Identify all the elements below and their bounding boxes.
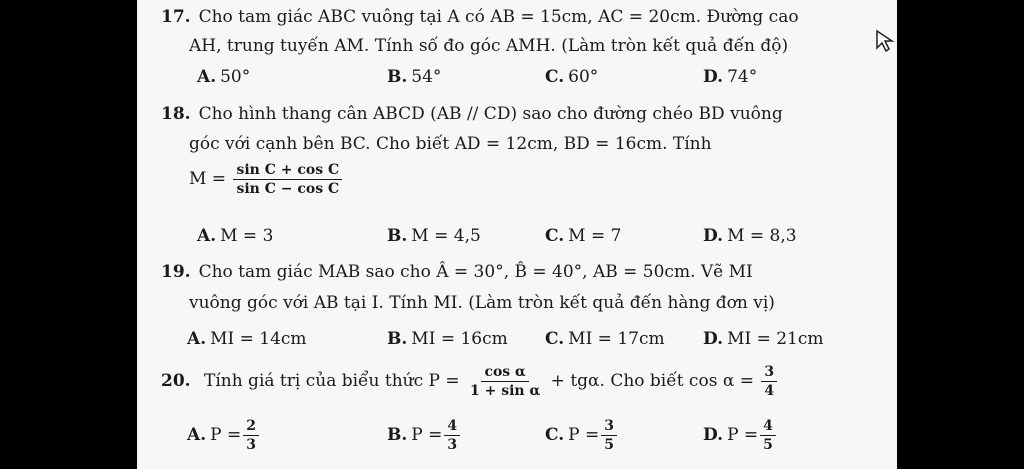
q18-option-d[interactable]: D. M = 8,3: [703, 226, 797, 246]
q20-option-b[interactable]: B. P = $\frac{4}{3}$: [387, 418, 462, 453]
q19-option-b[interactable]: B. MI = 16cm: [387, 329, 508, 349]
question-18-formula: M = $\frac{\text{sin C + cos C}}{\text{sin C − cos C}}$: [189, 162, 344, 197]
q17-option-a[interactable]: A. 50°: [197, 67, 251, 87]
question-17: 17. Cho tam giác ABC vuông tại A có AB = 15cm, AC = 20cm. Đường cao: [161, 7, 799, 27]
question-17-line2: AH, trung tuyến AM. Tính số đo góc AMH. (Làm tròn kết quả đến độ): [189, 36, 789, 56]
q19-option-a[interactable]: A. MI = 14cm: [187, 329, 307, 349]
q20-option-c[interactable]: C. P = $\frac{3}{5}$: [545, 418, 619, 453]
q17-option-d[interactable]: D. 74°: [703, 67, 758, 87]
worksheet-page: [137, 0, 897, 469]
q20-option-a[interactable]: A. P = $\frac{2}{3}$: [187, 418, 261, 453]
expression-fraction: $\frac{\text{cos α}}{\text{1 + sin α}}$: [470, 364, 541, 399]
question-18: 18. Cho hình thang cân ABCD (AB // CD) sao cho đường chéo BD vuông: [161, 104, 783, 124]
question-20: 20. Tính giá trị của biểu thức P = $\frac{\text{cos α}}{\text{1 + sin α}}$ + tgα. Cho biết cos α = $\frac{3}{4}$: [161, 364, 779, 399]
q20-option-d[interactable]: D. P = $\frac{4}{5}$: [703, 418, 778, 453]
q17-option-b[interactable]: B. 54°: [387, 67, 442, 87]
q18-option-c[interactable]: C. M = 7: [545, 226, 622, 246]
question-18-line2: góc với cạnh bên BC. Cho biết AD = 12cm, BD = 16cm. Tính: [189, 134, 712, 154]
given-fraction: $\frac{3}{4}$: [761, 364, 777, 399]
q18-option-a[interactable]: A. M = 3: [197, 226, 274, 246]
mouse-pointer-icon: [874, 28, 898, 54]
q19-option-c[interactable]: C. MI = 17cm: [545, 329, 665, 349]
q19-option-d[interactable]: D. MI = 21cm: [703, 329, 824, 349]
q17-option-c[interactable]: C. 60°: [545, 67, 599, 87]
question-19: 19. Cho tam giác MAB sao cho Â = 30°, B̂ = 40°, AB = 50cm. Vẽ MI: [161, 262, 753, 282]
question-19-line2: vuông góc với AB tại I. Tính MI. (Làm tròn kết quả đến hàng đơn vị): [189, 293, 775, 313]
q18-option-b[interactable]: B. M = 4,5: [387, 226, 481, 246]
formula-fraction: $\frac{\text{sin C + cos C}}{\text{sin C − cos C}}$: [233, 162, 342, 197]
